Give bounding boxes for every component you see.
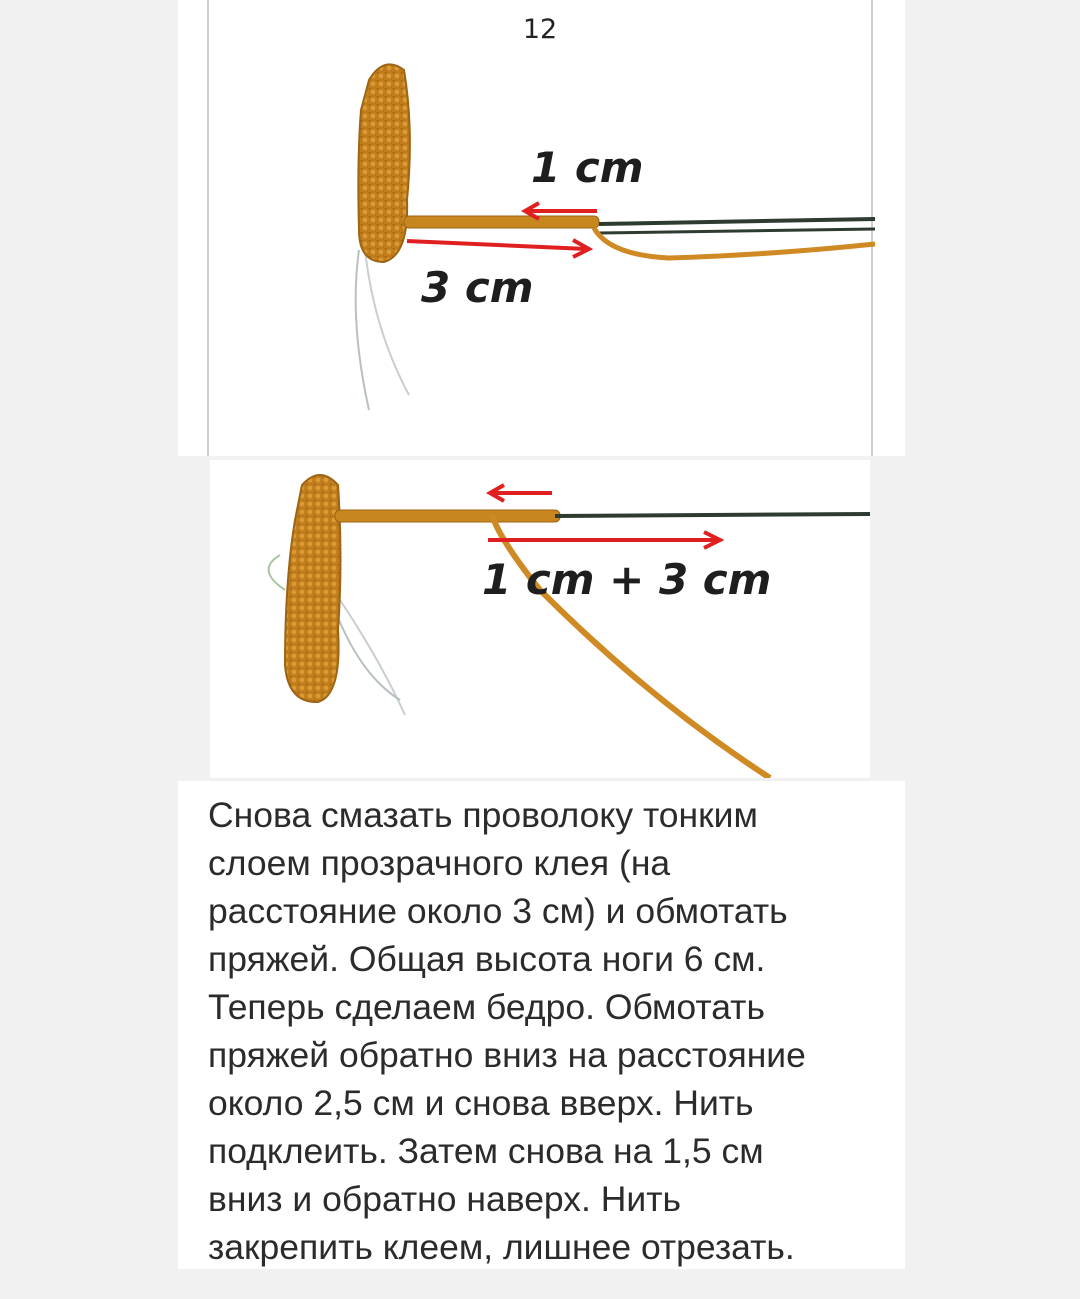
instruction-line: Снова смазать проволоку тонким <box>208 795 758 835</box>
instruction-line: слоем прозрачного клея (на <box>208 843 671 883</box>
instruction-line: вниз и обратно наверх. Нить <box>208 1179 681 1219</box>
label-1cm: 1 cm <box>531 143 644 192</box>
label-3cm: 3 cm <box>421 263 534 312</box>
wrapped-wire <box>404 216 599 228</box>
label-1cm-3cm: 1 cm + 3 cm <box>482 555 772 604</box>
crochet-foot-2 <box>285 475 341 702</box>
instruction-line: Теперь сделаем бедро. Обмотать <box>208 987 765 1027</box>
bare-wire <box>599 219 875 224</box>
photo-step-2 <box>210 460 870 778</box>
instruction-line: закрепить клеем, лишнее отрезать. <box>208 1227 795 1267</box>
instruction-line: около 2,5 см и снова вверх. Нить <box>208 1083 754 1123</box>
instruction-card <box>178 781 905 1269</box>
thread-ends <box>356 250 369 410</box>
crochet-foot <box>358 64 410 262</box>
wrapped-wire-2 <box>335 510 560 522</box>
photo-step-1 <box>207 0 873 456</box>
instruction-line: подклеить. Затем снова на 1,5 см <box>208 1131 764 1171</box>
photo-1-illustration <box>209 0 875 456</box>
instruction-text <box>208 791 868 1271</box>
instruction-line: пряжей. Общая высота ноги 6 см. <box>208 939 766 979</box>
page-bottom <box>178 1269 905 1299</box>
page-number: 12 <box>522 14 558 45</box>
photo-2-illustration <box>210 460 870 778</box>
instruction-line: пряжей обратно вниз на расстояние <box>208 1035 806 1075</box>
instruction-line: расстояние около 3 см) и обмотать <box>208 891 788 931</box>
